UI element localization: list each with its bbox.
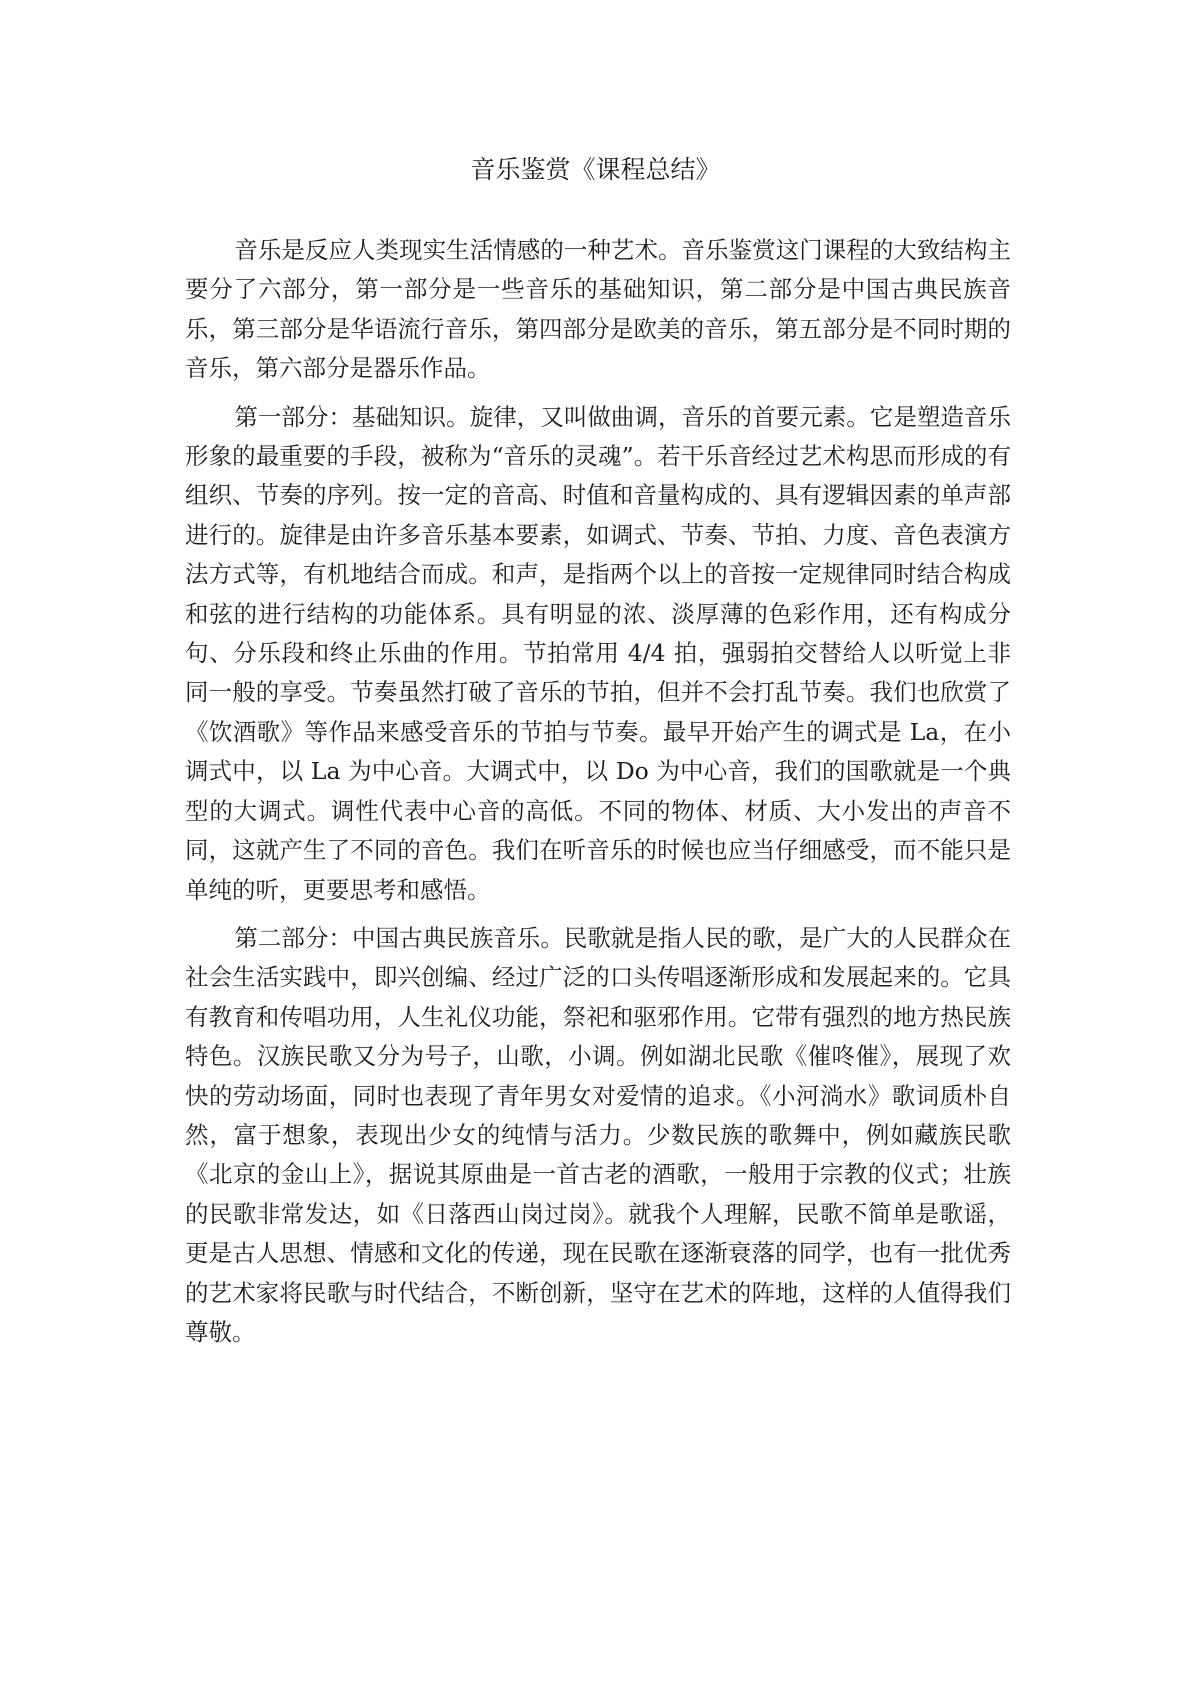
paragraph-part-one: 第一部分：基础知识。旋律，又叫做曲调，音乐的首要元素。它是塑造音乐形象的最重要的手段，被称为“音乐的灵魂”。若干乐音经过艺术构思而形成的有组织、节奏的序列。按一定的音高、时值和音量构成的、具有逻辑因素的单声部进行的。旋律是由许多音乐基本要素，如调式、节奏、节拍、力度、音色表演方法方式等，有机地结合而成。和声，是指两个以上的音按一定规律同时结合构成和弦的进行结构的功能体系。具有明显的浓、淡厚薄的色彩作用，还有构成分句、分乐段和终止乐曲的作用。节拍常用 4/4 拍，强弱拍交替给人以听觉上非同一般的享受。节奏虽然打破了音乐的节拍，但并不会打乱节奏。我们也欣赏了《饮酒歌》等作品来感受音乐的节拍与节奏。最早开始产生的调式是 La，在小调式中，以 La 为中心音。大调式中，以 Do 为中心音，我们的国歌就是一个典型的大调式。调性代表中心音的高低。不同的物体、材质、大小发出的声音不同，这就产生了不同的音色。我们在听音乐的时候也应当仔细感受，而不能只是单纯的听，更要思考和感悟。 (185, 402, 1012, 904)
document-body (185, 231, 1011, 1361)
paragraph-part-two: 第二部分：中国古典民族音乐。民歌就是指人民的歌，是广大的人民群众在社会生活实践中，即兴创编、经过广泛的口头传唱逐渐形成和发展起来的。它具有教育和传唱功用，人生礼仪功能，祭祀和驱邪作用。它带有强烈的地方热民族特色。汉族民歌又分为号子，山歌，小调。例如湖北民歌《催咚催》，展现了欢快的劳动场面，同时也表现了青年男女对爱情的追求。《小河淌水》歌词质朴自然，富于想象，表现出少女的纯情与活力。少数民族的歌舞中，例如藏族民歌《北京的金山上》，据说其原曲是一首古老的酒歌，一般用于宗教的仪式；壮族的民歌非常发达，如《日落西山岗过岗》。就我个人理解，民歌不简单是歌谣，更是古人思想、情感和文化的传递，现在民歌在逐渐衰落的同学，也有一批优秀的艺术家将民歌与时代结合，不断创新，坚守在艺术的阵地，这样的人值得我们尊敬。 (185, 923, 1011, 1346)
document-title: 音乐鉴赏《课程总结》 (470, 155, 721, 184)
paragraph-intro: 音乐是反应人类现实生活情感的一种艺术。音乐鉴赏这门课程的大致结构主要分了六部分，第一部分是一些音乐的基础知识，第二部分是中国古典民族音乐，第三部分是华语流行音乐，第四部分是欧美的音乐，第五部分是不同时期的音乐，第六部分是器乐作品。 (185, 236, 1011, 383)
